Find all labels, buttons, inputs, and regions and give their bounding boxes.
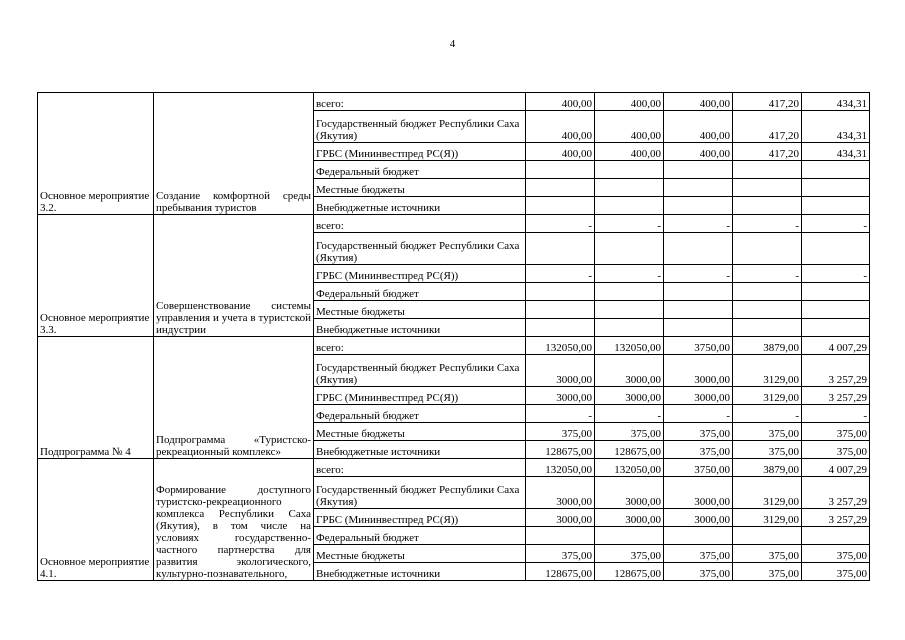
amount-cell [595, 527, 664, 545]
amount-cell: 132050,00 [595, 459, 664, 477]
funding-source-cell: Местные бюджеты [314, 301, 526, 319]
amount-cell: - [802, 215, 870, 233]
amount-cell: 3000,00 [526, 477, 595, 509]
amount-cell: 400,00 [526, 143, 595, 161]
amount-cell [664, 161, 733, 179]
amount-cell [733, 301, 802, 319]
funding-source-cell: всего: [314, 215, 526, 233]
program-code-cell: Подпрограмма № 4 [38, 337, 154, 459]
funding-source-cell: ГРБС (Мининвестпред РС(Я)) [314, 509, 526, 527]
funding-source-cell: Местные бюджеты [314, 179, 526, 197]
funding-source-cell: Государственный бюджет Республики Саха (Якутия) [314, 233, 526, 265]
amount-cell: 3000,00 [664, 509, 733, 527]
amount-cell: - [664, 265, 733, 283]
amount-cell [802, 197, 870, 215]
amount-cell: 3000,00 [664, 387, 733, 405]
amount-cell [802, 301, 870, 319]
amount-cell: 3 257,29 [802, 509, 870, 527]
amount-cell [733, 179, 802, 197]
funding-source-cell: Внебюджетные источники [314, 197, 526, 215]
funding-source-cell: всего: [314, 337, 526, 355]
funding-source-cell: Государственный бюджет Республики Саха (Якутия) [314, 477, 526, 509]
amount-cell: 434,31 [802, 93, 870, 111]
funding-source-cell: Государственный бюджет Республики Саха (Якутия) [314, 355, 526, 387]
funding-source-cell: Внебюджетные источники [314, 441, 526, 459]
funding-source-cell: Федеральный бюджет [314, 405, 526, 423]
amount-cell [664, 527, 733, 545]
program-name-cell: Совершенствование системы управления и учета в туристской индустрии [154, 215, 314, 337]
amount-cell: 417,20 [733, 111, 802, 143]
amount-cell [595, 233, 664, 265]
amount-cell [595, 161, 664, 179]
amount-cell: 434,31 [802, 143, 870, 161]
amount-cell: 375,00 [664, 441, 733, 459]
amount-cell: 3000,00 [595, 355, 664, 387]
amount-cell [802, 283, 870, 301]
amount-cell [664, 283, 733, 301]
program-name-cell: Подпрограмма «Туристско-рекреационный комплекс» [154, 337, 314, 459]
table-row [38, 337, 870, 355]
funding-source-cell: Федеральный бюджет [314, 283, 526, 301]
amount-cell: 375,00 [802, 441, 870, 459]
amount-cell [595, 283, 664, 301]
amount-cell: 400,00 [664, 93, 733, 111]
program-code-cell: Основное мероприятие 3.3. [38, 215, 154, 337]
amount-cell [526, 161, 595, 179]
funding-source-cell: Внебюджетные источники [314, 319, 526, 337]
amount-cell: 3000,00 [526, 509, 595, 527]
amount-cell [595, 197, 664, 215]
amount-cell: - [733, 265, 802, 283]
amount-cell: 4 007,29 [802, 459, 870, 477]
page-number: 4 [449, 38, 456, 50]
amount-cell: 375,00 [733, 563, 802, 581]
amount-cell: 375,00 [595, 545, 664, 563]
amount-cell [664, 179, 733, 197]
amount-cell: 132050,00 [595, 337, 664, 355]
amount-cell [526, 301, 595, 319]
amount-cell: 400,00 [664, 111, 733, 143]
amount-cell: 434,31 [802, 111, 870, 143]
amount-cell: 400,00 [664, 143, 733, 161]
amount-cell: 3879,00 [733, 337, 802, 355]
amount-cell: 400,00 [595, 143, 664, 161]
program-code-cell: Основное мероприятие 3.2. [38, 93, 154, 215]
amount-cell: 3129,00 [733, 477, 802, 509]
amount-cell [526, 319, 595, 337]
amount-cell [733, 283, 802, 301]
funding-source-cell: Государственный бюджет Республики Саха (Якутия) [314, 111, 526, 143]
amount-cell [802, 161, 870, 179]
funding-source-cell: Местные бюджеты [314, 545, 526, 563]
amount-cell: 375,00 [526, 423, 595, 441]
amount-cell: 3000,00 [664, 355, 733, 387]
amount-cell: 3000,00 [595, 387, 664, 405]
amount-cell: 128675,00 [595, 563, 664, 581]
amount-cell: 400,00 [526, 93, 595, 111]
amount-cell [526, 197, 595, 215]
amount-cell: - [595, 405, 664, 423]
funding-source-cell: Федеральный бюджет [314, 161, 526, 179]
amount-cell: 3000,00 [526, 387, 595, 405]
budget-table [37, 92, 870, 581]
amount-cell [526, 283, 595, 301]
funding-source-cell: Внебюджетные источники [314, 563, 526, 581]
amount-cell: - [526, 215, 595, 233]
amount-cell: - [595, 265, 664, 283]
amount-cell [526, 179, 595, 197]
amount-cell [595, 301, 664, 319]
amount-cell: 3129,00 [733, 387, 802, 405]
amount-cell: 3 257,29 [802, 387, 870, 405]
funding-source-cell: ГРБС (Мининвестпред РС(Я)) [314, 143, 526, 161]
amount-cell: 375,00 [526, 545, 595, 563]
amount-cell: 3 257,29 [802, 355, 870, 387]
funding-source-cell: Местные бюджеты [314, 423, 526, 441]
amount-cell: 375,00 [664, 545, 733, 563]
amount-cell [802, 233, 870, 265]
amount-cell: 4 007,29 [802, 337, 870, 355]
amount-cell: 128675,00 [595, 441, 664, 459]
amount-cell: - [664, 215, 733, 233]
program-name-cell: Создание комфортной среды пребывания туристов [154, 93, 314, 215]
table-row [38, 215, 870, 233]
amount-cell: - [526, 265, 595, 283]
amount-cell: 400,00 [526, 111, 595, 143]
amount-cell [802, 319, 870, 337]
amount-cell: 128675,00 [526, 441, 595, 459]
amount-cell [802, 527, 870, 545]
program-code-cell: Основное мероприятие 4.1. [38, 459, 154, 581]
amount-cell: 3879,00 [733, 459, 802, 477]
funding-source-cell: ГРБС (Мининвестпред РС(Я)) [314, 265, 526, 283]
amount-cell: - [802, 405, 870, 423]
amount-cell [595, 319, 664, 337]
amount-cell: 3129,00 [733, 355, 802, 387]
amount-cell: 417,20 [733, 143, 802, 161]
amount-cell [733, 527, 802, 545]
amount-cell [733, 161, 802, 179]
amount-cell: - [526, 405, 595, 423]
funding-source-cell: всего: [314, 459, 526, 477]
amount-cell: 3000,00 [595, 509, 664, 527]
amount-cell: 375,00 [802, 563, 870, 581]
amount-cell: 375,00 [733, 545, 802, 563]
amount-cell: 132050,00 [526, 459, 595, 477]
amount-cell [664, 197, 733, 215]
amount-cell [664, 319, 733, 337]
amount-cell: 375,00 [802, 545, 870, 563]
amount-cell: 3000,00 [595, 477, 664, 509]
table-row [38, 459, 870, 477]
amount-cell [664, 301, 733, 319]
amount-cell: 3000,00 [526, 355, 595, 387]
funding-source-cell: ГРБС (Мининвестпред РС(Я)) [314, 387, 526, 405]
amount-cell: 375,00 [802, 423, 870, 441]
amount-cell: 132050,00 [526, 337, 595, 355]
amount-cell: 128675,00 [526, 563, 595, 581]
amount-cell: 375,00 [733, 423, 802, 441]
funding-source-cell: Федеральный бюджет [314, 527, 526, 545]
amount-cell: 400,00 [595, 93, 664, 111]
amount-cell: 375,00 [595, 423, 664, 441]
amount-cell: 417,20 [733, 93, 802, 111]
amount-cell [733, 319, 802, 337]
amount-cell: - [664, 405, 733, 423]
amount-cell [664, 233, 733, 265]
amount-cell: 375,00 [664, 423, 733, 441]
amount-cell: - [733, 215, 802, 233]
amount-cell [526, 233, 595, 265]
amount-cell: 3 257,29 [802, 477, 870, 509]
amount-cell: - [595, 215, 664, 233]
amount-cell: 3750,00 [664, 459, 733, 477]
amount-cell: - [802, 265, 870, 283]
program-name-cell: Формирование доступного туристско-рекреационного комплекса Республики Саха (Якутия), в том числе на условиях государственно-частного партнерства для развития экологического, культурно-познавательного, [154, 459, 314, 581]
amount-cell: - [733, 405, 802, 423]
amount-cell [526, 527, 595, 545]
amount-cell [802, 179, 870, 197]
amount-cell: 3129,00 [733, 509, 802, 527]
amount-cell: 375,00 [664, 563, 733, 581]
amount-cell: 400,00 [595, 111, 664, 143]
table-row [38, 93, 870, 111]
amount-cell: 3000,00 [664, 477, 733, 509]
amount-cell: 375,00 [733, 441, 802, 459]
amount-cell: 3750,00 [664, 337, 733, 355]
amount-cell [733, 233, 802, 265]
funding-source-cell: всего: [314, 93, 526, 111]
amount-cell [733, 197, 802, 215]
amount-cell [595, 179, 664, 197]
